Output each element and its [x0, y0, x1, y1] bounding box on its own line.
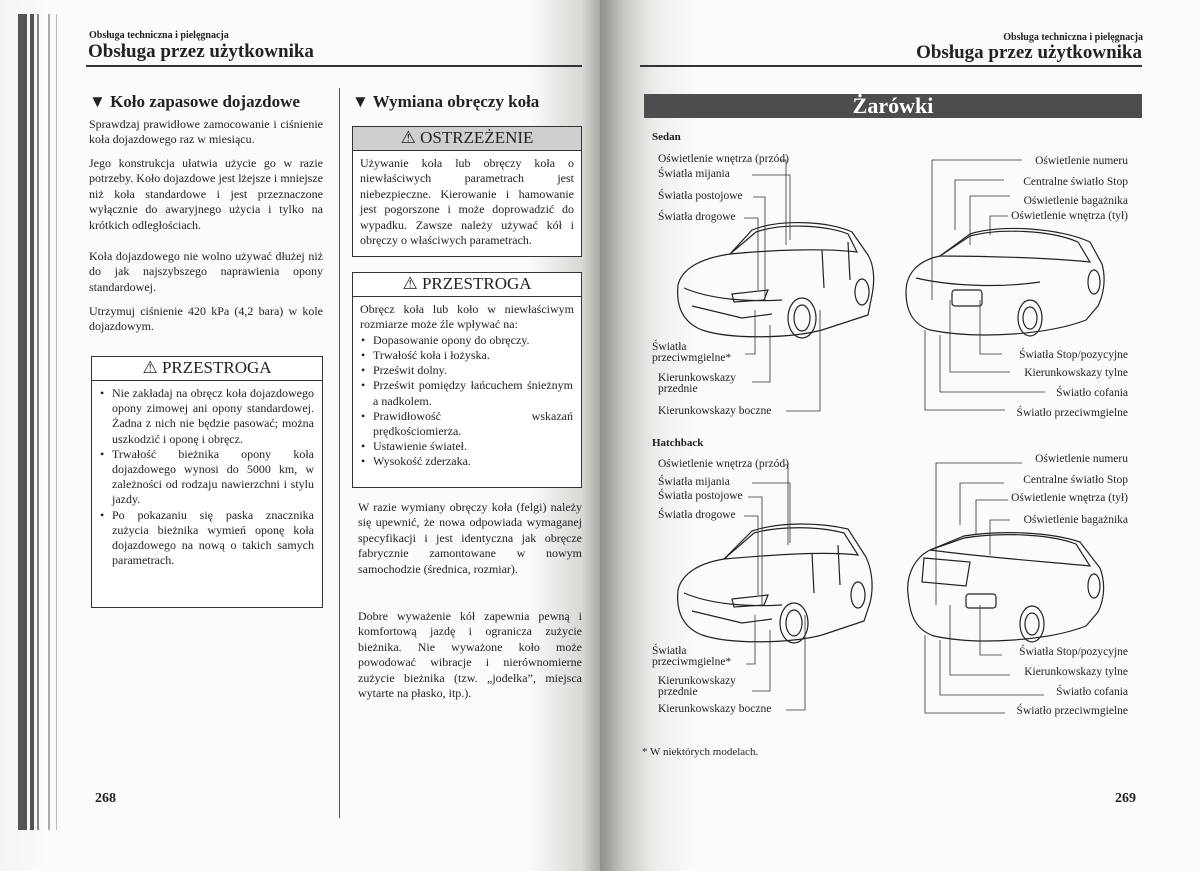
page-edge-strip — [18, 14, 64, 830]
label-rear-fog: Światło przeciwmgielne — [1016, 705, 1128, 717]
list-item: • Nie zakładaj na obręcz koła dojazdowego opony zimowej ani opony standardowej. Żadna z nich nie będzie pasować; można uszkodzić i oponę i obręcz. — [100, 386, 314, 447]
list-item: • Trwałość bieżnika opony koła dojazdowego wynosi do 5000 km, w zależności od rodzaju nawierzchni i stylu jazdy. — [100, 447, 314, 508]
label-turn-front: Kierunkowskazy przednie — [658, 372, 736, 395]
section-banner-bulbs: Żarówki — [644, 94, 1142, 118]
list-item: • Trwałość koła i łożyska. — [361, 348, 573, 363]
label-center-stop: Centralne światło Stop — [1023, 474, 1128, 486]
caution-title: ⚠ PRZESTROGA — [353, 273, 581, 297]
label-turn-front: Kierunkowskazy przednie — [658, 675, 736, 698]
caution-box-spare-wheel — [91, 356, 323, 608]
right-header-small: Obsługa techniczna i pielęgnacja — [1003, 32, 1143, 43]
right-header-title: Obsługa przez użytkownika — [916, 42, 1142, 63]
caution-intro: Obręcz koła lub koło w niewłaściwym rozmiarze może źle wpływać na: — [360, 302, 574, 332]
caution-list — [353, 333, 581, 476]
label-low-beam: Światła mijania — [658, 476, 730, 488]
label-turn-rear: Kierunkowskazy tylne — [1024, 666, 1128, 678]
left-header-small: Obsługa techniczna i pielęgnacja — [89, 30, 229, 41]
spare-wheel-para-1: Sprawdzaj prawidłowe zamocowanie i ciśnienie koła dojazdowego raz w miesiącu. — [89, 117, 323, 147]
label-center-stop: Centralne światło Stop — [1023, 176, 1128, 188]
list-item: • Dopasowanie opony do obręczy. — [361, 333, 573, 348]
label-low-beam: Światła mijania — [658, 168, 730, 180]
list-item: • Po pokazaniu się paska znacznika zużycia bieżnika wymień oponę koła dojazdowego na nową o takich samych parametrach. — [100, 508, 314, 569]
warning-box — [352, 126, 582, 257]
spare-wheel-para-4: Utrzymuj ciśnienie 420 kPa (4,2 bara) w kole dojazdowym. — [89, 304, 323, 334]
rim-change-para-1: W razie wymiany obręczy koła (felgi) należy się upewnić, że nowa odpowiada wymaganej specyfikacji i jest identyczna jak obręcze fabrycznie zamontowane w nowym samochodzie (średnica, rozmiar). — [358, 500, 582, 576]
label-plate-light: Oświetlenie numeru — [1035, 453, 1128, 465]
footnote: * W niektórych modelach. — [642, 746, 759, 758]
label-stop-position: Światła Stop/pozycyjne — [1019, 349, 1128, 361]
label-turn-side: Kierunkowskazy boczne — [658, 703, 772, 715]
sedan-label: Sedan — [652, 131, 681, 143]
label-parking-lights: Światła postojowe — [658, 190, 743, 202]
sedan-leader-lines — [640, 150, 1140, 425]
list-item: • Prawidłowość wskazań prędkościomierza. — [361, 409, 573, 439]
right-header-rule — [640, 65, 1142, 67]
list-item: • Prześwit pomiędzy łańcuchem śnieżnym a nadkolem. — [361, 378, 573, 408]
page-number-right: 269 — [1115, 791, 1136, 806]
spare-wheel-para-2: Jego konstrukcja ułatwia użycie go w razie potrzeby. Koło dojazdowe jest lżejsze i mniejsze niż koła standardowe i jest przeznaczone wyłącznie do awaryjnego użycia i tylko na krótkich odległościach. — [89, 156, 323, 232]
right-page — [600, 0, 1200, 871]
label-plate-light: Oświetlenie numeru — [1035, 155, 1128, 167]
caution-box-rim — [352, 272, 582, 488]
hatchback-leader-lines — [640, 455, 1140, 720]
label-reverse: Światło cofania — [1056, 686, 1128, 698]
page-number-left: 268 — [95, 791, 116, 806]
caution-title: ⚠ PRZESTROGA — [92, 357, 322, 381]
warning-text: Używanie koła lub obręczy koła o niewłaściwych parametrach jest niebezpieczne. Kierowanie i hamowanie jest pogorszone i może doprowadzić do wypadku. Zawsze należy używać kół i obręczy o właściwych parametrach. — [360, 156, 574, 248]
label-reverse: Światło cofania — [1056, 387, 1128, 399]
label-high-beam: Światła drogowe — [658, 211, 736, 223]
label-high-beam: Światła drogowe — [658, 509, 736, 521]
list-item: • Ustawienie świateł. — [361, 439, 573, 454]
label-fog-lights: Światła przeciwmgielne* — [652, 341, 732, 364]
label-interior-front: Oświetlenie wnętrza (przód) — [658, 458, 789, 470]
column-separator — [339, 88, 340, 818]
left-header-rule — [86, 65, 582, 67]
label-interior-rear: Oświetlenie wnętrza (tył) — [1011, 492, 1128, 504]
left-header-title: Obsługa przez użytkownika — [88, 41, 314, 62]
label-fog-lights: Światła przeciwmgielne* — [652, 645, 732, 668]
list-item: • Wysokość zderzaka. — [361, 454, 573, 469]
label-trunk-light: Oświetlenie bagażnika — [1023, 514, 1128, 526]
warning-title: ⚠ OSTRZEŻENIE — [353, 127, 581, 151]
label-turn-side: Kierunkowskazy boczne — [658, 405, 772, 417]
spare-wheel-para-3: Koła dojazdowego nie wolno używać dłużej niż do jak najszybszego naprawienia opony standardowej. — [89, 249, 323, 294]
label-stop-position: Światła Stop/pozycyjne — [1019, 646, 1128, 658]
section-title-rim-change: ▼ Wymiana obręczy koła — [352, 92, 540, 111]
label-interior-rear: Oświetlenie wnętrza (tył) — [1011, 210, 1128, 222]
list-item: • Prześwit dolny. — [361, 363, 573, 378]
label-trunk-light: Oświetlenie bagażnika — [1023, 195, 1128, 207]
rim-change-para-2: Dobre wyważenie kół zapewnia pewną i komfortową jazdę i ogranicza zużycie bieżnika. Nie wyważone koło może powodować wibracje i nierównomierne zużycie bieżnika (tzw. „jodełka”, miejsca wytarte na płasko, itp.). — [358, 609, 582, 701]
caution-list — [92, 381, 322, 574]
label-interior-front: Oświetlenie wnętrza (przód) — [658, 153, 789, 165]
label-rear-fog: Światło przeciwmgielne — [1016, 407, 1128, 419]
hatchback-label: Hatchback — [652, 437, 704, 449]
label-parking-lights: Światła postojowe — [658, 490, 743, 502]
label-turn-rear: Kierunkowskazy tylne — [1024, 367, 1128, 379]
section-title-spare-wheel: ▼ Koło zapasowe dojazdowe — [89, 92, 300, 111]
